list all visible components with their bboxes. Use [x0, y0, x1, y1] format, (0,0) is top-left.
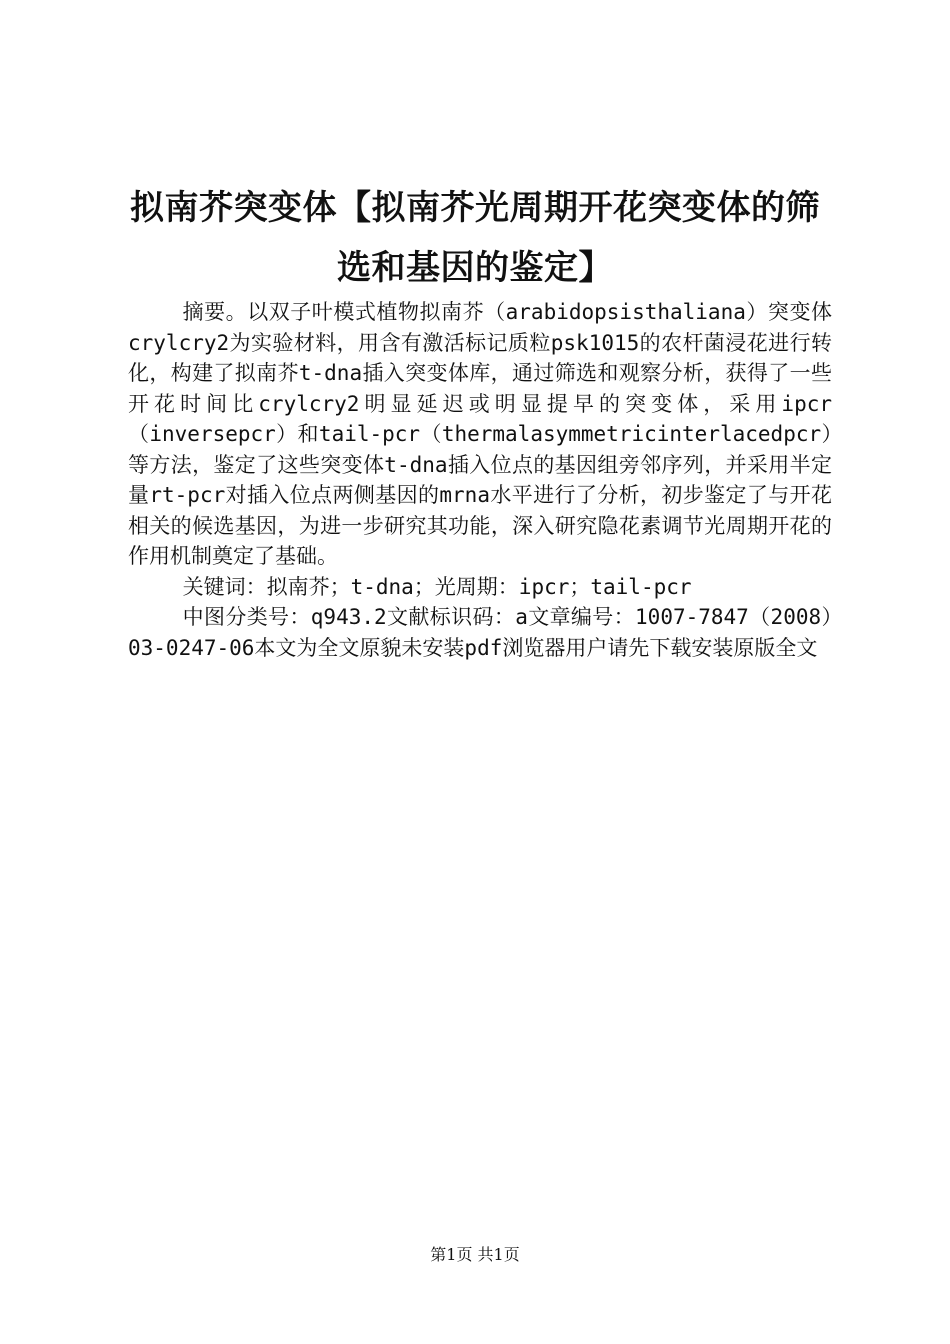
abstract-paragraph: 摘要。以双子叶模式植物拟南芥（arabidopsisthaliana）突变体crylcry2为实验材料，用含有激活标记质粒psk1015的农杆菌浸花进行转化，构建了拟南芥t-dna插入突变体库，通过筛选和观察分析，获得了一些开花时间比crylcry2明显延迟或明显提早的突变体，采用ipcr（inversepcr）和tail-pcr（thermalasymmetricinterlacedpcr）等方法，鉴定了这些突变体t-dna插入位点的基因组旁邻序列，并采用半定量rt-pcr对插入位点两侧基因的mrna水平进行了分析，初步鉴定了与开花相关的候选基因，为进一步研究其功能，深入研究隐花素调节光周期开花的作用机制奠定了基础。: [128, 300, 832, 568]
page-footer: 第1页 共1页: [430, 1245, 520, 1264]
classification-paragraph: 中图分类号：q943.2文献标识码：a文章编号：1007-7847（2008）03-0247-06本文为全文原貌未安装pdf浏览器用户请先下载安装原版全文: [128, 605, 832, 660]
document-title: 拟南芥突变体【拟南芥光周期开花突变体的筛选和基因的鉴定】: [130, 188, 820, 288]
document-body: [128, 297, 832, 663]
keywords-paragraph: 关键词：拟南芥；t-dna；光周期：ipcr；tail-pcr: [182, 574, 692, 599]
